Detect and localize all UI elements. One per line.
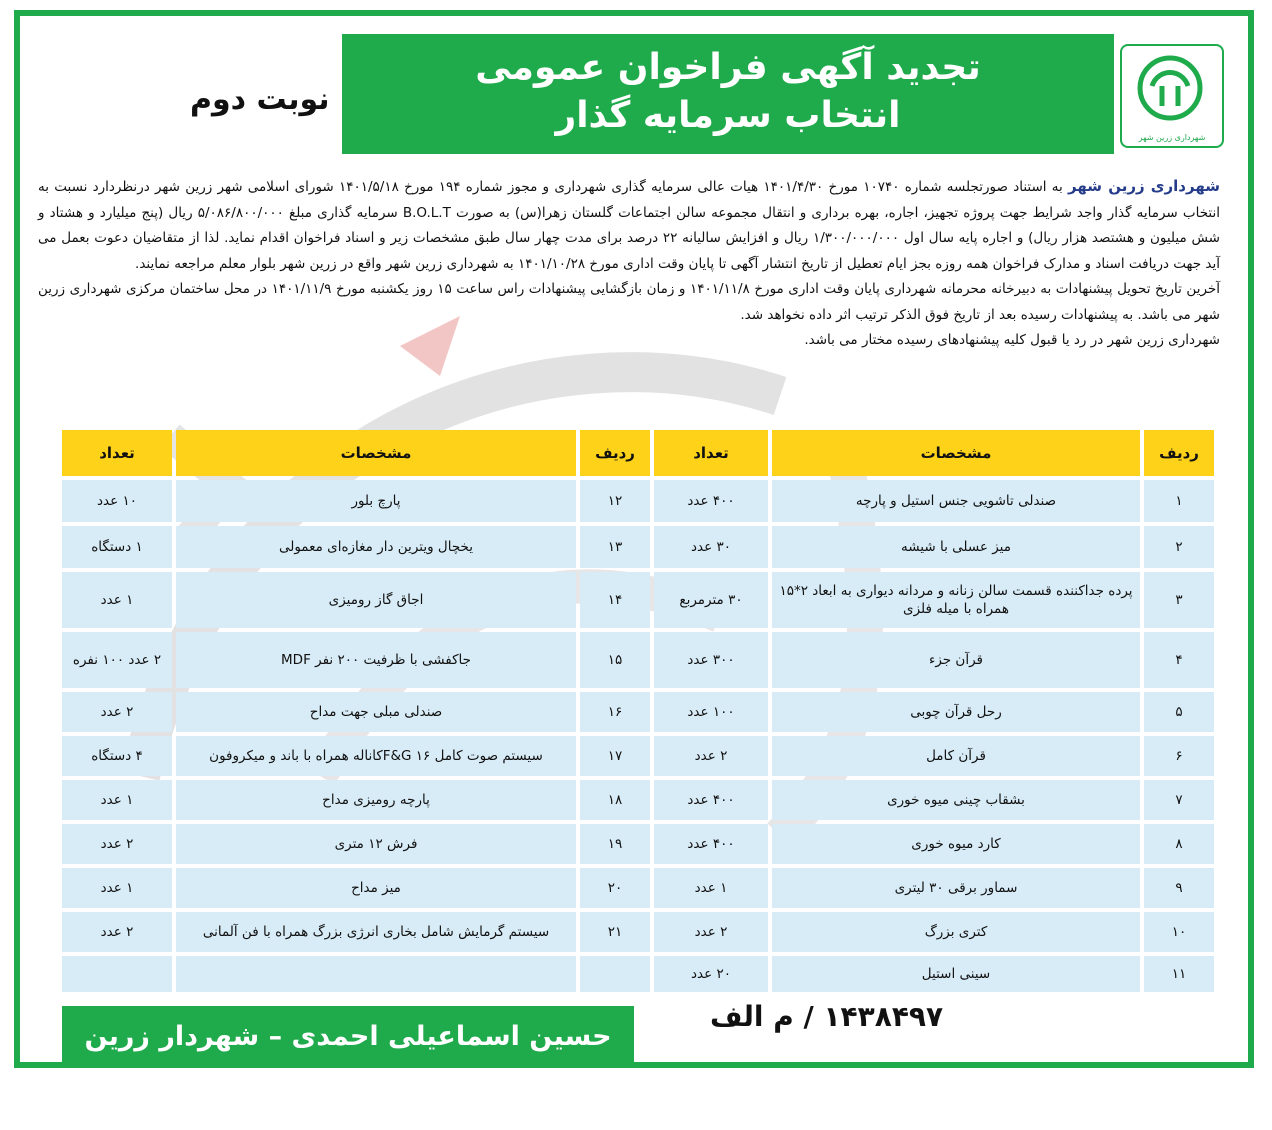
row-number: ۱ [1144, 480, 1214, 522]
row-number: ۲۱ [580, 912, 650, 952]
row-number: ۱۴ [580, 572, 650, 628]
row-number: ۱۰ [1144, 912, 1214, 952]
paragraph-2: آخرین تاریخ تحویل پیشنهادات به دبیرخانه محرمانه شهرداری پایان وقت اداری مورخ ۱۴۰۱/۱۱/۸ و زمان بازگشایی پیشنهادات راس ساعت ۱۵ روز یکشنبه مورخ ۱۴۰۱/۱۱/۹ در محل ساختمان مرکزی شهرداری زرین شهر می باشد. به پیشنهادات رسیده بعد از تاریخ فوق الذکر ترتیب اثر داده نخواهد شد. [38, 281, 1221, 323]
item-qty: ۲ عدد ۱۰۰ نفره [62, 632, 172, 688]
row-number: ۱۲ [580, 480, 650, 522]
row-number: ۲ [1144, 526, 1214, 568]
paragraph-3: شهرداری زرین شهر در رد یا قبول کلیه پیشنهادهای رسیده مختار می باشد. [804, 332, 1220, 348]
item-qty: ۲ عدد [654, 912, 768, 952]
item-qty: ۴۰۰ عدد [654, 480, 768, 522]
reference-number: ۱۴۳۸۴۹۷ / م الف [710, 1000, 944, 1033]
row-number: ۱۱ [1144, 956, 1214, 992]
row-number: ۶ [1144, 736, 1214, 776]
row-number: ۹ [1144, 868, 1214, 908]
table-row [62, 480, 1214, 522]
items-table [58, 426, 1218, 996]
row-number: ۱۶ [580, 692, 650, 732]
notice-body [38, 174, 1220, 354]
signature-banner: حسین اسماعیلی احمدی – شهردار زرین شهر [62, 1006, 634, 1068]
table-row [62, 780, 1214, 820]
item-qty: ۴ دستگاه [62, 736, 172, 776]
row-number: ۱۸ [580, 780, 650, 820]
item-spec: بشقاب چینی میوه خوری [772, 780, 1140, 820]
paragraph-1-text: به استناد صورتجلسه شماره ۱۰۷۴۰ مورخ ۱۴۰۱/۴/۳۰ هیات عالی سرمایه گذاری شهرداری و مجوز شماره ۱۹۴ مورخ ۱۴۰۱/۵/۱۸ شورای اسلامی شهر زرین شهر درنظردارد نسبت به انتخاب سرمایه گذار واجد شرایط جهت پروژه تجهیز، اجاره، بهره برداری و انتقال مجموعه سالن اجتماعات گلستان زهرا(س) به صورت B.O.L.T سرمایه گذاری مبلغ ۵/۰۸۶/۸۰۰/۰۰۰ ریال (پنج میلیارد و هشتاد و شش میلیون و هشتصد هزار ریال) و اجاره پایه سال اول ۱/۳۰۰/۰۰۰/۰۰۰ ریال و افزایش سالیانه ۲۲ درصد برای مدت چهار سال طبق مشخصات زیر و اسناد فراخوان اقدام نماید. لذا از متقاضیان دعوت بعمل می آید جهت دریافت اسناد و مدارک فراخوان همه روزه بجز ایام تعطیل از تاریخ انتشار آگهی تا پایان وقت اداری مورخ ۱۴۰۱/۱۰/۲۸ به شهرداری زرین شهر واقع در زرین شهر بلوار معلم مراجعه نمایند. [38, 179, 1221, 272]
title-line-1: تجدید آگهی فراخوان عمومی [475, 47, 981, 88]
header-qty-1: تعداد [654, 430, 768, 476]
header-spec-2: مشخصات [176, 430, 576, 476]
header [20, 16, 1248, 166]
item-qty: ۳۰ مترمربع [654, 572, 768, 628]
row-number: ۴ [1144, 632, 1214, 688]
item-spec: اجاق گاز رومیزی [176, 572, 576, 628]
table-row [62, 912, 1214, 952]
table-row [62, 736, 1214, 776]
header-row-2: ردیف [580, 430, 650, 476]
row-number: ۱۹ [580, 824, 650, 864]
item-spec: کارد میوه خوری [772, 824, 1140, 864]
item-qty: ۲ عدد [62, 912, 172, 952]
item-spec: پارچه رومیزی مداح [176, 780, 576, 820]
item-qty: ۲ عدد [62, 824, 172, 864]
row-number: ۳ [1144, 572, 1214, 628]
item-spec: سماور برقی ۳۰ لیتری [772, 868, 1140, 908]
item-qty: ۴۰۰ عدد [654, 780, 768, 820]
item-spec: فرش ۱۲ متری [176, 824, 576, 864]
table-row [62, 572, 1214, 628]
item-spec: میز مداح [176, 868, 576, 908]
paragraph-1 [38, 174, 1220, 277]
item-spec [176, 956, 576, 992]
item-spec: سیستم صوت کامل F&G ۱۶کاناله همراه با باند و میکروفون [176, 736, 576, 776]
item-spec: سینی استیل [772, 956, 1140, 992]
item-spec: کتری بزرگ [772, 912, 1140, 952]
item-spec: پرده جداکننده قسمت سالن زنانه و مردانه دیواری به ابعاد ۲*۱۵ همراه با میله فلزی [772, 572, 1140, 628]
item-qty: ۳۰۰ عدد [654, 632, 768, 688]
item-spec: جاکفشی با ظرفیت ۲۰۰ نفر MDF [176, 632, 576, 688]
row-number: ۱۵ [580, 632, 650, 688]
row-number: ۷ [1144, 780, 1214, 820]
item-qty: ۱۰ عدد [62, 480, 172, 522]
table-row [62, 868, 1214, 908]
table-row [62, 824, 1214, 864]
item-qty [62, 956, 172, 992]
header-spec-1: مشخصات [772, 430, 1140, 476]
item-qty: ۱ عدد [654, 868, 768, 908]
title-line-2: انتخاب سرمایه گذار [555, 95, 901, 136]
item-spec: یخچال ویترین دار مغازه‌ای معمولی [176, 526, 576, 568]
item-spec: قرآن جزء [772, 632, 1140, 688]
logo-emblem-icon [1122, 46, 1218, 142]
notice-frame [14, 10, 1254, 1114]
row-number [580, 956, 650, 992]
table-row [62, 956, 1214, 992]
item-qty: ۱ دستگاه [62, 526, 172, 568]
items-table-wrap [58, 426, 1218, 996]
item-spec: رحل قرآن چوبی [772, 692, 1140, 732]
row-number: ۱۷ [580, 736, 650, 776]
item-qty: ۲ عدد [62, 692, 172, 732]
logo-caption: شهرداری زرین شهر [1138, 133, 1206, 142]
item-qty: ۱ عدد [62, 572, 172, 628]
title-banner [342, 34, 1114, 154]
item-qty: ۱ عدد [62, 780, 172, 820]
item-spec: سیستم گرمایش شامل بخاری انرژی بزرگ همراه با فن آلمانی [176, 912, 576, 952]
item-spec: صندلی تاشویی جنس استیل و پارچه [772, 480, 1140, 522]
item-spec: پارچ بلور [176, 480, 576, 522]
item-qty: ۳۰ عدد [654, 526, 768, 568]
table-header-row [62, 430, 1214, 476]
municipality-logo [1120, 44, 1224, 148]
row-number: ۲۰ [580, 868, 650, 908]
item-qty: ۱۰۰ عدد [654, 692, 768, 732]
table-row [62, 692, 1214, 732]
row-number: ۱۳ [580, 526, 650, 568]
header-row-1: ردیف [1144, 430, 1214, 476]
header-qty-2: تعداد [62, 430, 172, 476]
item-qty: ۴۰۰ عدد [654, 824, 768, 864]
item-spec: میز عسلی با شیشه [772, 526, 1140, 568]
table-row [62, 526, 1214, 568]
round-label: نوبت دوم [190, 82, 330, 117]
row-number: ۸ [1144, 824, 1214, 864]
table-row [62, 632, 1214, 688]
item-qty: ۱ عدد [62, 868, 172, 908]
item-spec: صندلی مبلی جهت مداح [176, 692, 576, 732]
item-spec: قرآن کامل [772, 736, 1140, 776]
org-name: شهرداری زرین شهر [1068, 177, 1220, 195]
item-qty: ۲۰ عدد [654, 956, 768, 992]
item-qty: ۲ عدد [654, 736, 768, 776]
row-number: ۵ [1144, 692, 1214, 732]
